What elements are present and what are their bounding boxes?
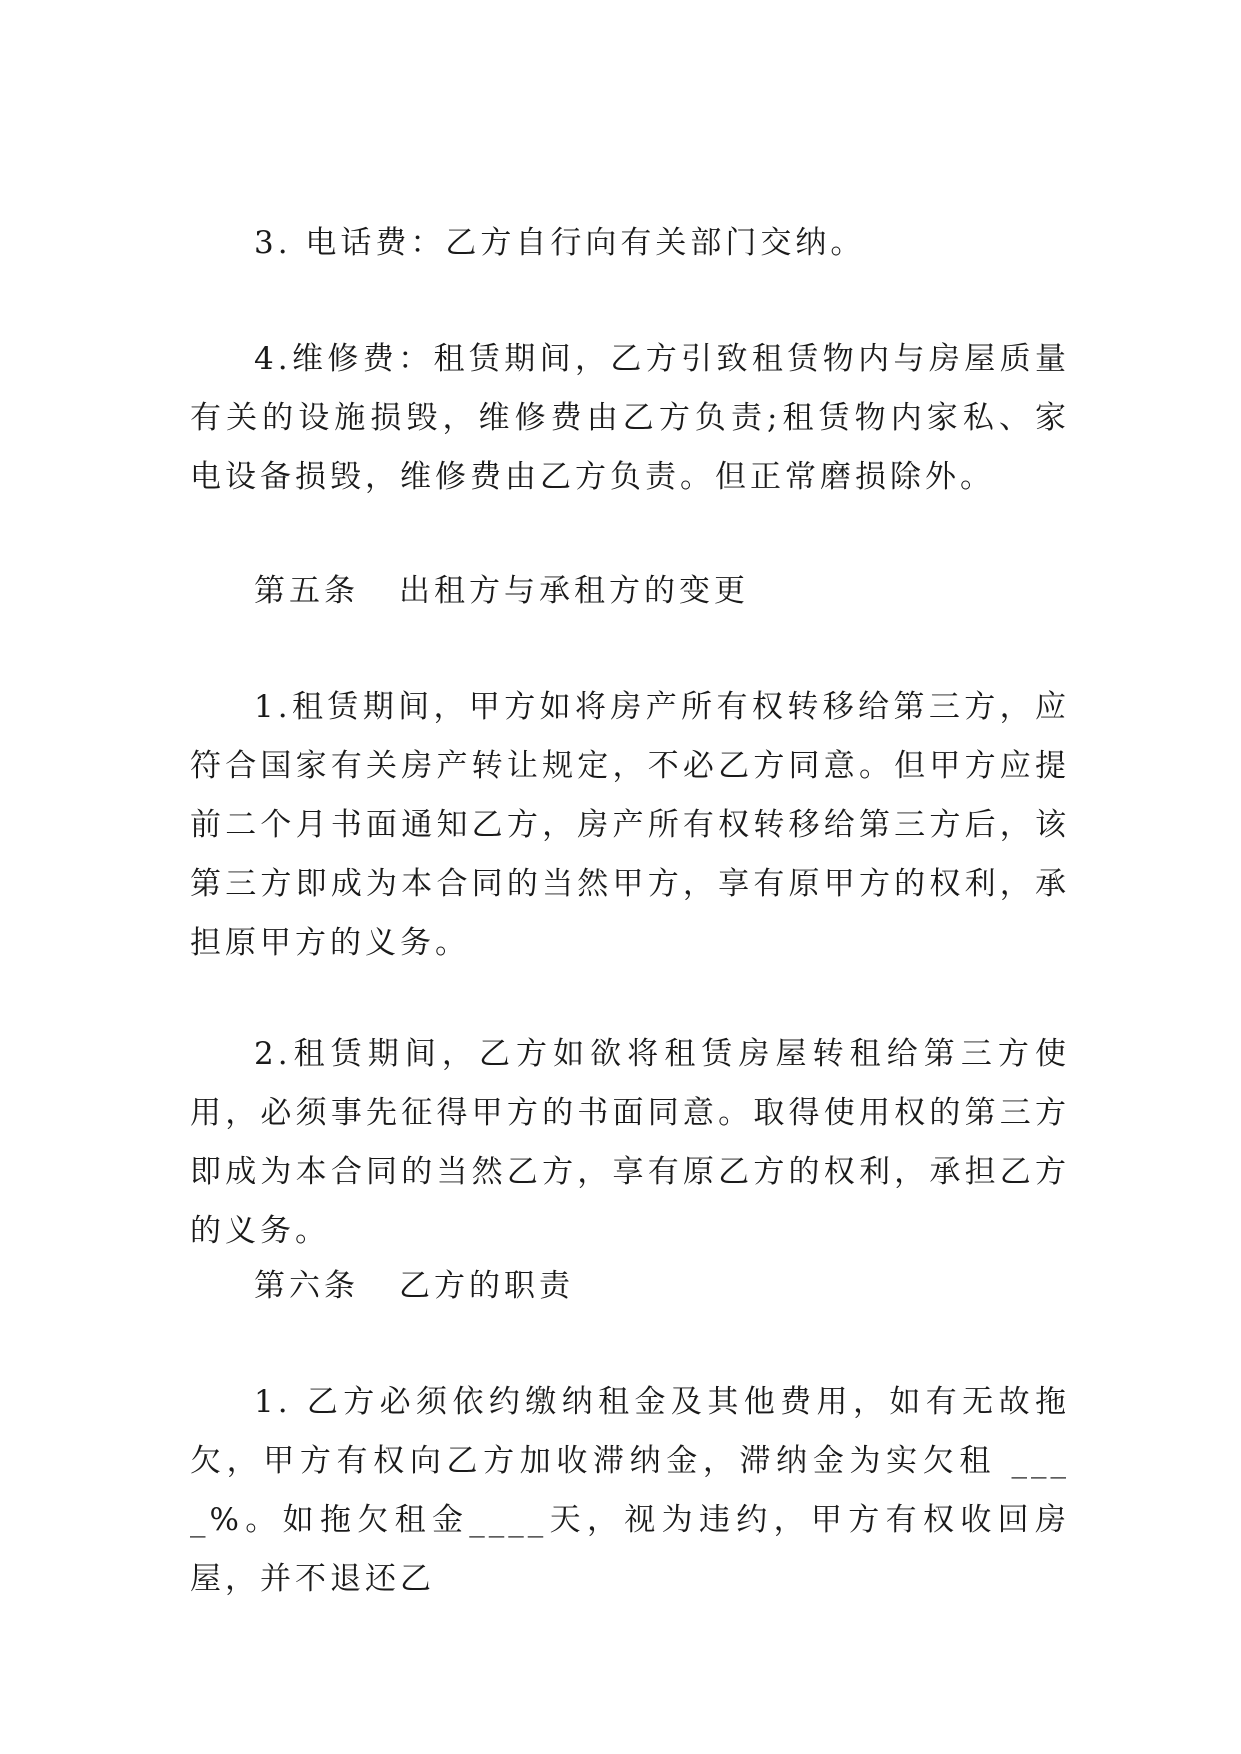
paragraph-sublease: 2.租赁期间，乙方如欲将租赁房屋转租给第三方使用，必须事先征得甲方的书面同意。取得使用权的第三方即成为本合同的当然乙方，享有原乙方的权利，承担乙方的义务。 (190, 1036, 1070, 1249)
paragraph-rent-payment: 1. 乙方必须依约缴纳租金及其他费用，如有无故拖欠，甲方有权向乙方加收滞纳金，滞纳金为实欠租 ____%。如拖欠租金____天，视为违约，甲方有权收回房屋，并不退还乙 (190, 1384, 1070, 1597)
article-6-heading (254, 1257, 574, 1316)
paragraph-lessor-transfer: 1.租赁期间，甲方如将房产所有权转移给第三方，应符合国家有关房产转让规定，不必乙方同意。但甲方应提前二个月书面通知乙方，房产所有权转移给第三方后，该第三方即成为本合同的当然甲方，享有原甲方的权利，承担原甲方的义务。 (190, 689, 1070, 961)
article-5-title: 出租方与承租方的变更 (399, 573, 749, 609)
article-6-number: 第六条 (254, 1268, 359, 1304)
article-5-heading (254, 562, 749, 621)
article-5-number: 第五条 (254, 573, 359, 609)
paragraph-maintenance-fee: 4.维修费：租赁期间，乙方引致租赁物内与房屋质量有关的设施损毁，维修费由乙方负责;租赁物内家私、家电设备损毁，维修费由乙方负责。但正常磨损除外。 (190, 341, 1070, 495)
paragraph-telephone-fee: 3. 电话费：乙方自行向有关部门交纳。 (254, 225, 866, 261)
article-6-title: 乙方的职责 (399, 1268, 574, 1304)
